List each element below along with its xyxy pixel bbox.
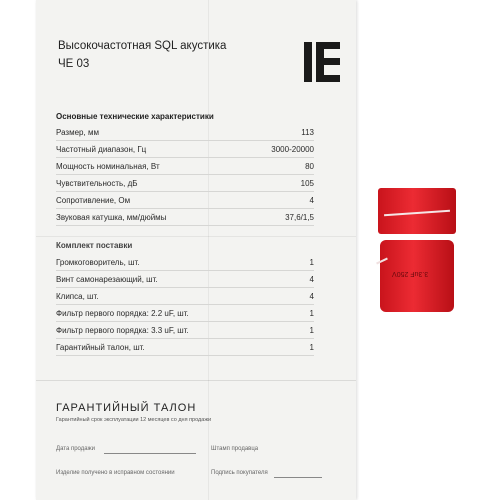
received-label: Изделие получено в исправном состоянии bbox=[56, 470, 175, 476]
spec-label: Мощность номинальная, Вт bbox=[56, 162, 160, 171]
kit-row bbox=[56, 273, 314, 288]
spec-value: 113 bbox=[301, 128, 314, 137]
spec-value: 4 bbox=[309, 196, 314, 205]
capacitor-large bbox=[380, 240, 454, 312]
product-title: Высокочастотная SQL акустика bbox=[58, 40, 227, 52]
warranty-title: ГАРАНТИЙНЫЙ ТАЛОН bbox=[56, 402, 197, 414]
kit-label: Гарантийный талон, шт. bbox=[56, 343, 145, 352]
warranty-subtitle: Гарантийный срок эксплуатации 12 месяцев со дня продажи bbox=[56, 417, 212, 423]
signature-label: Подпись покупателя bbox=[211, 470, 268, 476]
kit-label: Клипса, шт. bbox=[56, 292, 99, 301]
spec-value: 37,6/1,5 bbox=[285, 213, 314, 222]
kit-row bbox=[56, 256, 314, 271]
spec-row bbox=[56, 126, 314, 141]
capacitor-lead bbox=[384, 210, 450, 217]
spec-value: 80 bbox=[305, 162, 314, 171]
spec-label: Частотный диапазон, Гц bbox=[56, 145, 147, 154]
kit-value: 1 bbox=[309, 309, 314, 318]
spec-label: Звуковая катушка, мм/дюймы bbox=[56, 213, 167, 222]
kit-row bbox=[56, 290, 314, 305]
signature-line bbox=[274, 477, 322, 478]
kit-row bbox=[56, 324, 314, 339]
tear-line bbox=[36, 380, 356, 381]
kit-label: Винт самонарезающий, шт. bbox=[56, 275, 158, 284]
kit-heading: Комплект поставки bbox=[56, 241, 133, 250]
spec-value: 105 bbox=[300, 179, 314, 188]
spec-row bbox=[56, 211, 314, 226]
kit-label: Фильтр первого порядка: 3.3 uF, шт. bbox=[56, 326, 189, 335]
paper-fold bbox=[36, 236, 356, 237]
kit-value: 1 bbox=[309, 258, 314, 267]
capacitor-small bbox=[378, 188, 456, 234]
capacitor-marking: 3.3uF 250V bbox=[392, 270, 429, 277]
spec-row bbox=[56, 143, 314, 158]
spec-label: Сопротивление, Ом bbox=[56, 196, 131, 205]
paper-fold bbox=[208, 0, 209, 500]
sale-date-line bbox=[104, 453, 196, 454]
brand-logo bbox=[304, 42, 340, 82]
kit-row bbox=[56, 341, 314, 356]
kit-label: Фильтр первого порядка: 2.2 uF, шт. bbox=[56, 309, 189, 318]
specs-heading: Основные технические характеристики bbox=[56, 112, 214, 121]
instruction-sheet bbox=[36, 0, 356, 500]
kit-label: Громкоговоритель, шт. bbox=[56, 258, 140, 267]
capacitor-lead bbox=[376, 258, 388, 265]
spec-label: Чувствительность, дБ bbox=[56, 179, 138, 188]
kit-row bbox=[56, 307, 314, 322]
spec-label: Размер, мм bbox=[56, 128, 99, 137]
spec-row bbox=[56, 177, 314, 192]
sale-date-label: Дата продажи bbox=[56, 446, 95, 452]
kit-value: 4 bbox=[309, 292, 314, 301]
spec-value: 3000-20000 bbox=[271, 145, 314, 154]
kit-value: 1 bbox=[309, 343, 314, 352]
kit-value: 4 bbox=[309, 275, 314, 284]
stamp-label: Штамп продавца bbox=[211, 446, 259, 452]
product-model: ЧЕ 03 bbox=[58, 58, 90, 70]
spec-row bbox=[56, 194, 314, 209]
spec-row bbox=[56, 160, 314, 175]
kit-value: 1 bbox=[309, 326, 314, 335]
